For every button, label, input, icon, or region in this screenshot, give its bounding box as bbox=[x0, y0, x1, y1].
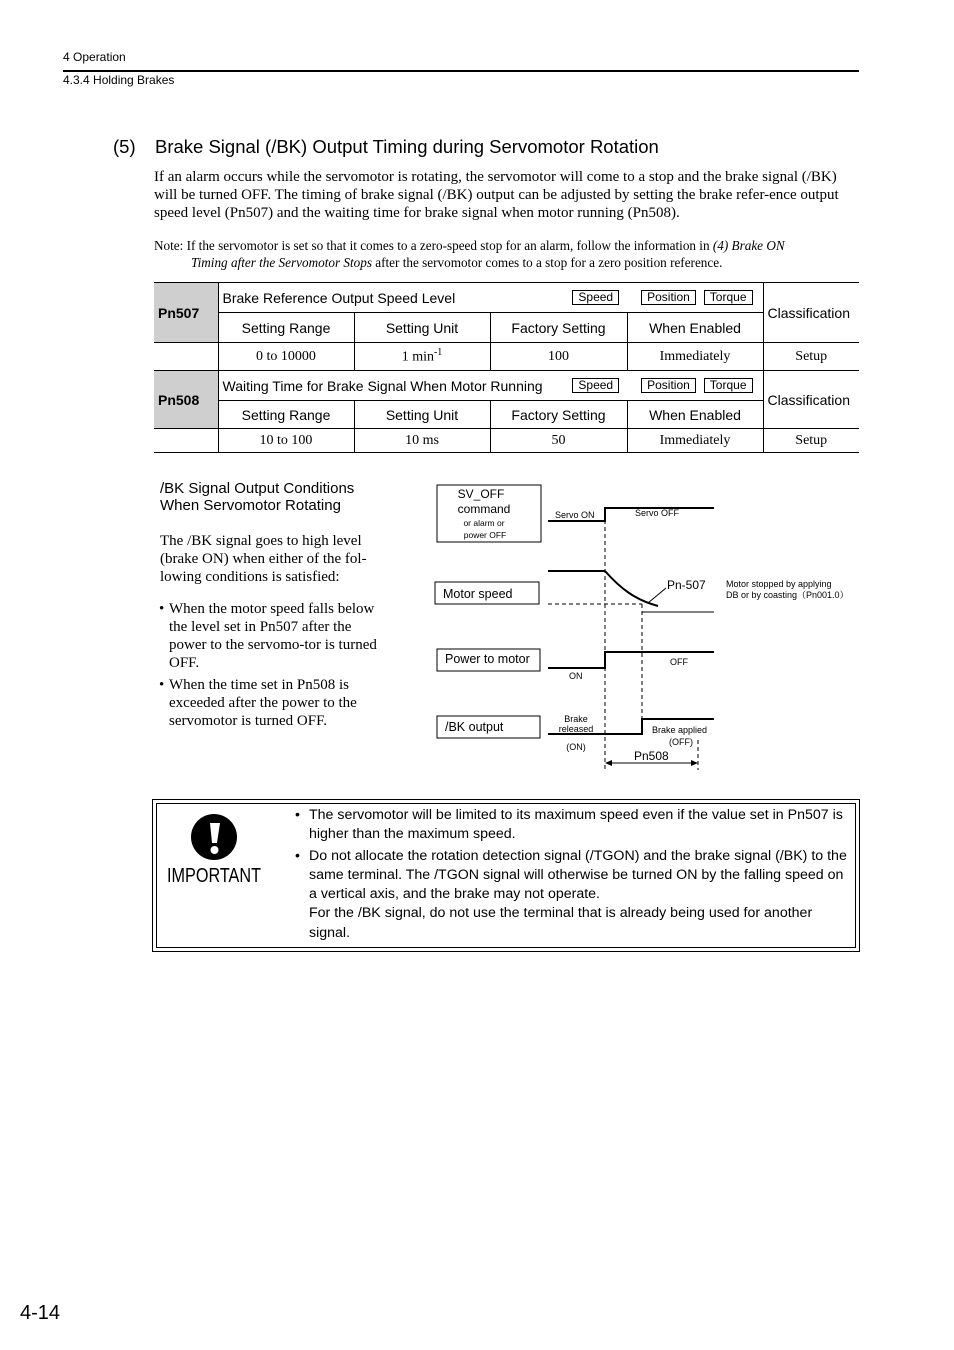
range-header: Setting Range bbox=[218, 401, 354, 429]
enabled-header: When Enabled bbox=[627, 313, 763, 343]
header-section: 4.3.4 Holding Brakes bbox=[63, 73, 175, 87]
pn507-unit-sup: -1 bbox=[433, 347, 443, 359]
off-label: OFF bbox=[670, 657, 688, 667]
applied-label-1: Brake applied bbox=[652, 725, 708, 735]
important-box bbox=[152, 799, 860, 952]
speed-tag: Speed bbox=[572, 290, 619, 305]
pn507-unit-cell bbox=[354, 343, 490, 371]
page-number: 4-14 bbox=[20, 1302, 61, 1324]
conditions-title: /BK Signal Output Conditions When Servomotor Rotating bbox=[160, 480, 355, 514]
servo-off-label: Servo OFF bbox=[635, 508, 680, 518]
position-tag: Position bbox=[641, 290, 696, 305]
section-title-text: Brake Signal (/BK) Output Timing during Servomotor Rotation bbox=[155, 136, 659, 157]
intro-paragraph: If an alarm occurs while the servomotor is rotating, the servomotor will come to a stop and the brake signal (/BK) will be turned OFF. The timing of brake signal (/BK) output can be adjusted by setting the brake refer-ence output speed level (Pn507) and the waiting time for brake signal when motor running (Pn508). bbox=[154, 169, 839, 221]
list-item: • When the time set in Pn508 is exceeded after the power to the servomotor is turned OFF. bbox=[160, 676, 385, 730]
section-number: (5) bbox=[113, 136, 136, 157]
unit-header: Setting Unit bbox=[354, 313, 490, 343]
header-rule bbox=[63, 70, 859, 72]
torque-tag: Torque bbox=[704, 378, 753, 393]
factory-header: Factory Setting bbox=[490, 313, 627, 343]
exclamation-icon bbox=[161, 812, 266, 887]
pn507-factory: 100 bbox=[490, 343, 627, 371]
list-item: • When the motor speed falls below the level set in Pn507 after the power to the servomo-tor is turned OFF. bbox=[160, 600, 385, 672]
enabled-header: When Enabled bbox=[627, 401, 763, 429]
pn508-name: Waiting Time for Brake Signal When Motor Running bbox=[222, 377, 543, 394]
list-item: • Do not allocate the rotation detection signal (/TGON) and the brake signal (/BK) to the same terminal. The /TGON signal will otherwise be turned ON by the falling speed on a vertical axis, and the brake may not operate. For the /BK signal, do not use the terminal that is already being used for another signal. bbox=[295, 847, 848, 943]
pn507-leader bbox=[648, 588, 666, 603]
pn507-classification-header: Classification bbox=[763, 283, 859, 343]
servo-on-label: Servo ON bbox=[555, 510, 595, 520]
pn507-spacer bbox=[154, 343, 218, 371]
bk-output-label: /BK output bbox=[445, 720, 504, 734]
power-label: Power to motor bbox=[445, 652, 530, 666]
brake-on-label: (ON) bbox=[566, 742, 586, 752]
pn508-classification-header: Classification bbox=[763, 371, 859, 429]
pn508-unit: 10 ms bbox=[354, 429, 490, 453]
applied-label-2: (OFF) bbox=[669, 737, 693, 747]
parameter-table bbox=[154, 282, 859, 453]
power-waveform bbox=[548, 652, 714, 668]
pn508-enabled: Immediately bbox=[627, 429, 763, 453]
pn508-arrow-right bbox=[691, 760, 698, 766]
brake-label-1: Brake bbox=[564, 714, 588, 724]
important-label: IMPORTANT bbox=[167, 865, 261, 887]
pn507-name-cell bbox=[218, 283, 763, 313]
important-extra: For the /BK signal, do not use the terminal that is already being used for another signal. bbox=[309, 905, 813, 941]
pn507-id: Pn507 bbox=[154, 283, 218, 343]
pn507-range: 0 to 10000 bbox=[218, 343, 354, 371]
pn507-label: Pn-507 bbox=[667, 578, 706, 592]
position-tag: Position bbox=[641, 378, 696, 393]
brake-label-2: released bbox=[558, 724, 594, 734]
section-title bbox=[113, 136, 659, 158]
pn508-classification: Setup bbox=[763, 429, 859, 453]
torque-tag: Torque bbox=[704, 290, 753, 305]
conditions-body bbox=[160, 532, 385, 734]
list-item: • The servomotor will be limited to its maximum speed even if the value set in Pn507 is higher than the maximum speed. bbox=[295, 806, 848, 845]
conditions-intro: The /BK signal goes to high level (brake ON) when either of the fol-lowing conditions is satisfied: bbox=[160, 533, 367, 585]
unit-header: Setting Unit bbox=[354, 401, 490, 429]
pn508-arrow-left bbox=[605, 760, 612, 766]
pn508-factory: 50 bbox=[490, 429, 627, 453]
conditions-list bbox=[160, 600, 385, 730]
pn508-spacer bbox=[154, 429, 218, 453]
important-list bbox=[295, 806, 848, 945]
note-ref: (4) Brake ON bbox=[712, 238, 785, 253]
timing-diagram bbox=[430, 478, 860, 778]
factory-header: Factory Setting bbox=[490, 401, 627, 429]
motor-speed-label: Motor speed bbox=[443, 587, 513, 601]
pn507-enabled: Immediately bbox=[627, 343, 763, 371]
stopped-label-2: DB or by coasting（Pn001.0） bbox=[726, 590, 849, 600]
speed-tag: Speed bbox=[572, 378, 619, 393]
svoff-label-4: power OFF bbox=[463, 530, 507, 540]
pn507-name: Brake Reference Output Speed Level bbox=[222, 289, 456, 306]
pn507-unit: 1 min bbox=[401, 349, 434, 365]
svoff-label-2: command bbox=[457, 502, 511, 516]
pn508-id: Pn508 bbox=[154, 371, 218, 429]
svoff-label-3: or alarm or bbox=[463, 518, 505, 528]
stopped-label-1: Motor stopped by applying bbox=[726, 579, 832, 589]
note: Note: If the servomotor is set so that it comes to a zero-speed stop for an alarm, follow the information in (4) Brake ON Timing after the Servomotor Stops after the servomotor comes to a stop for a zero position reference. bbox=[154, 238, 785, 270]
pn508-name-cell bbox=[218, 371, 763, 401]
svoff-label-1: SV_OFF bbox=[457, 487, 505, 501]
pn507-classification: Setup bbox=[763, 343, 859, 371]
range-header: Setting Range bbox=[218, 313, 354, 343]
note-ref-2: Timing after the Servomotor Stops bbox=[191, 254, 372, 270]
pn508-label: Pn508 bbox=[634, 749, 669, 763]
on-label: ON bbox=[569, 671, 583, 681]
header-chapter: 4 Operation bbox=[63, 50, 126, 64]
pn508-range: 10 to 100 bbox=[218, 429, 354, 453]
